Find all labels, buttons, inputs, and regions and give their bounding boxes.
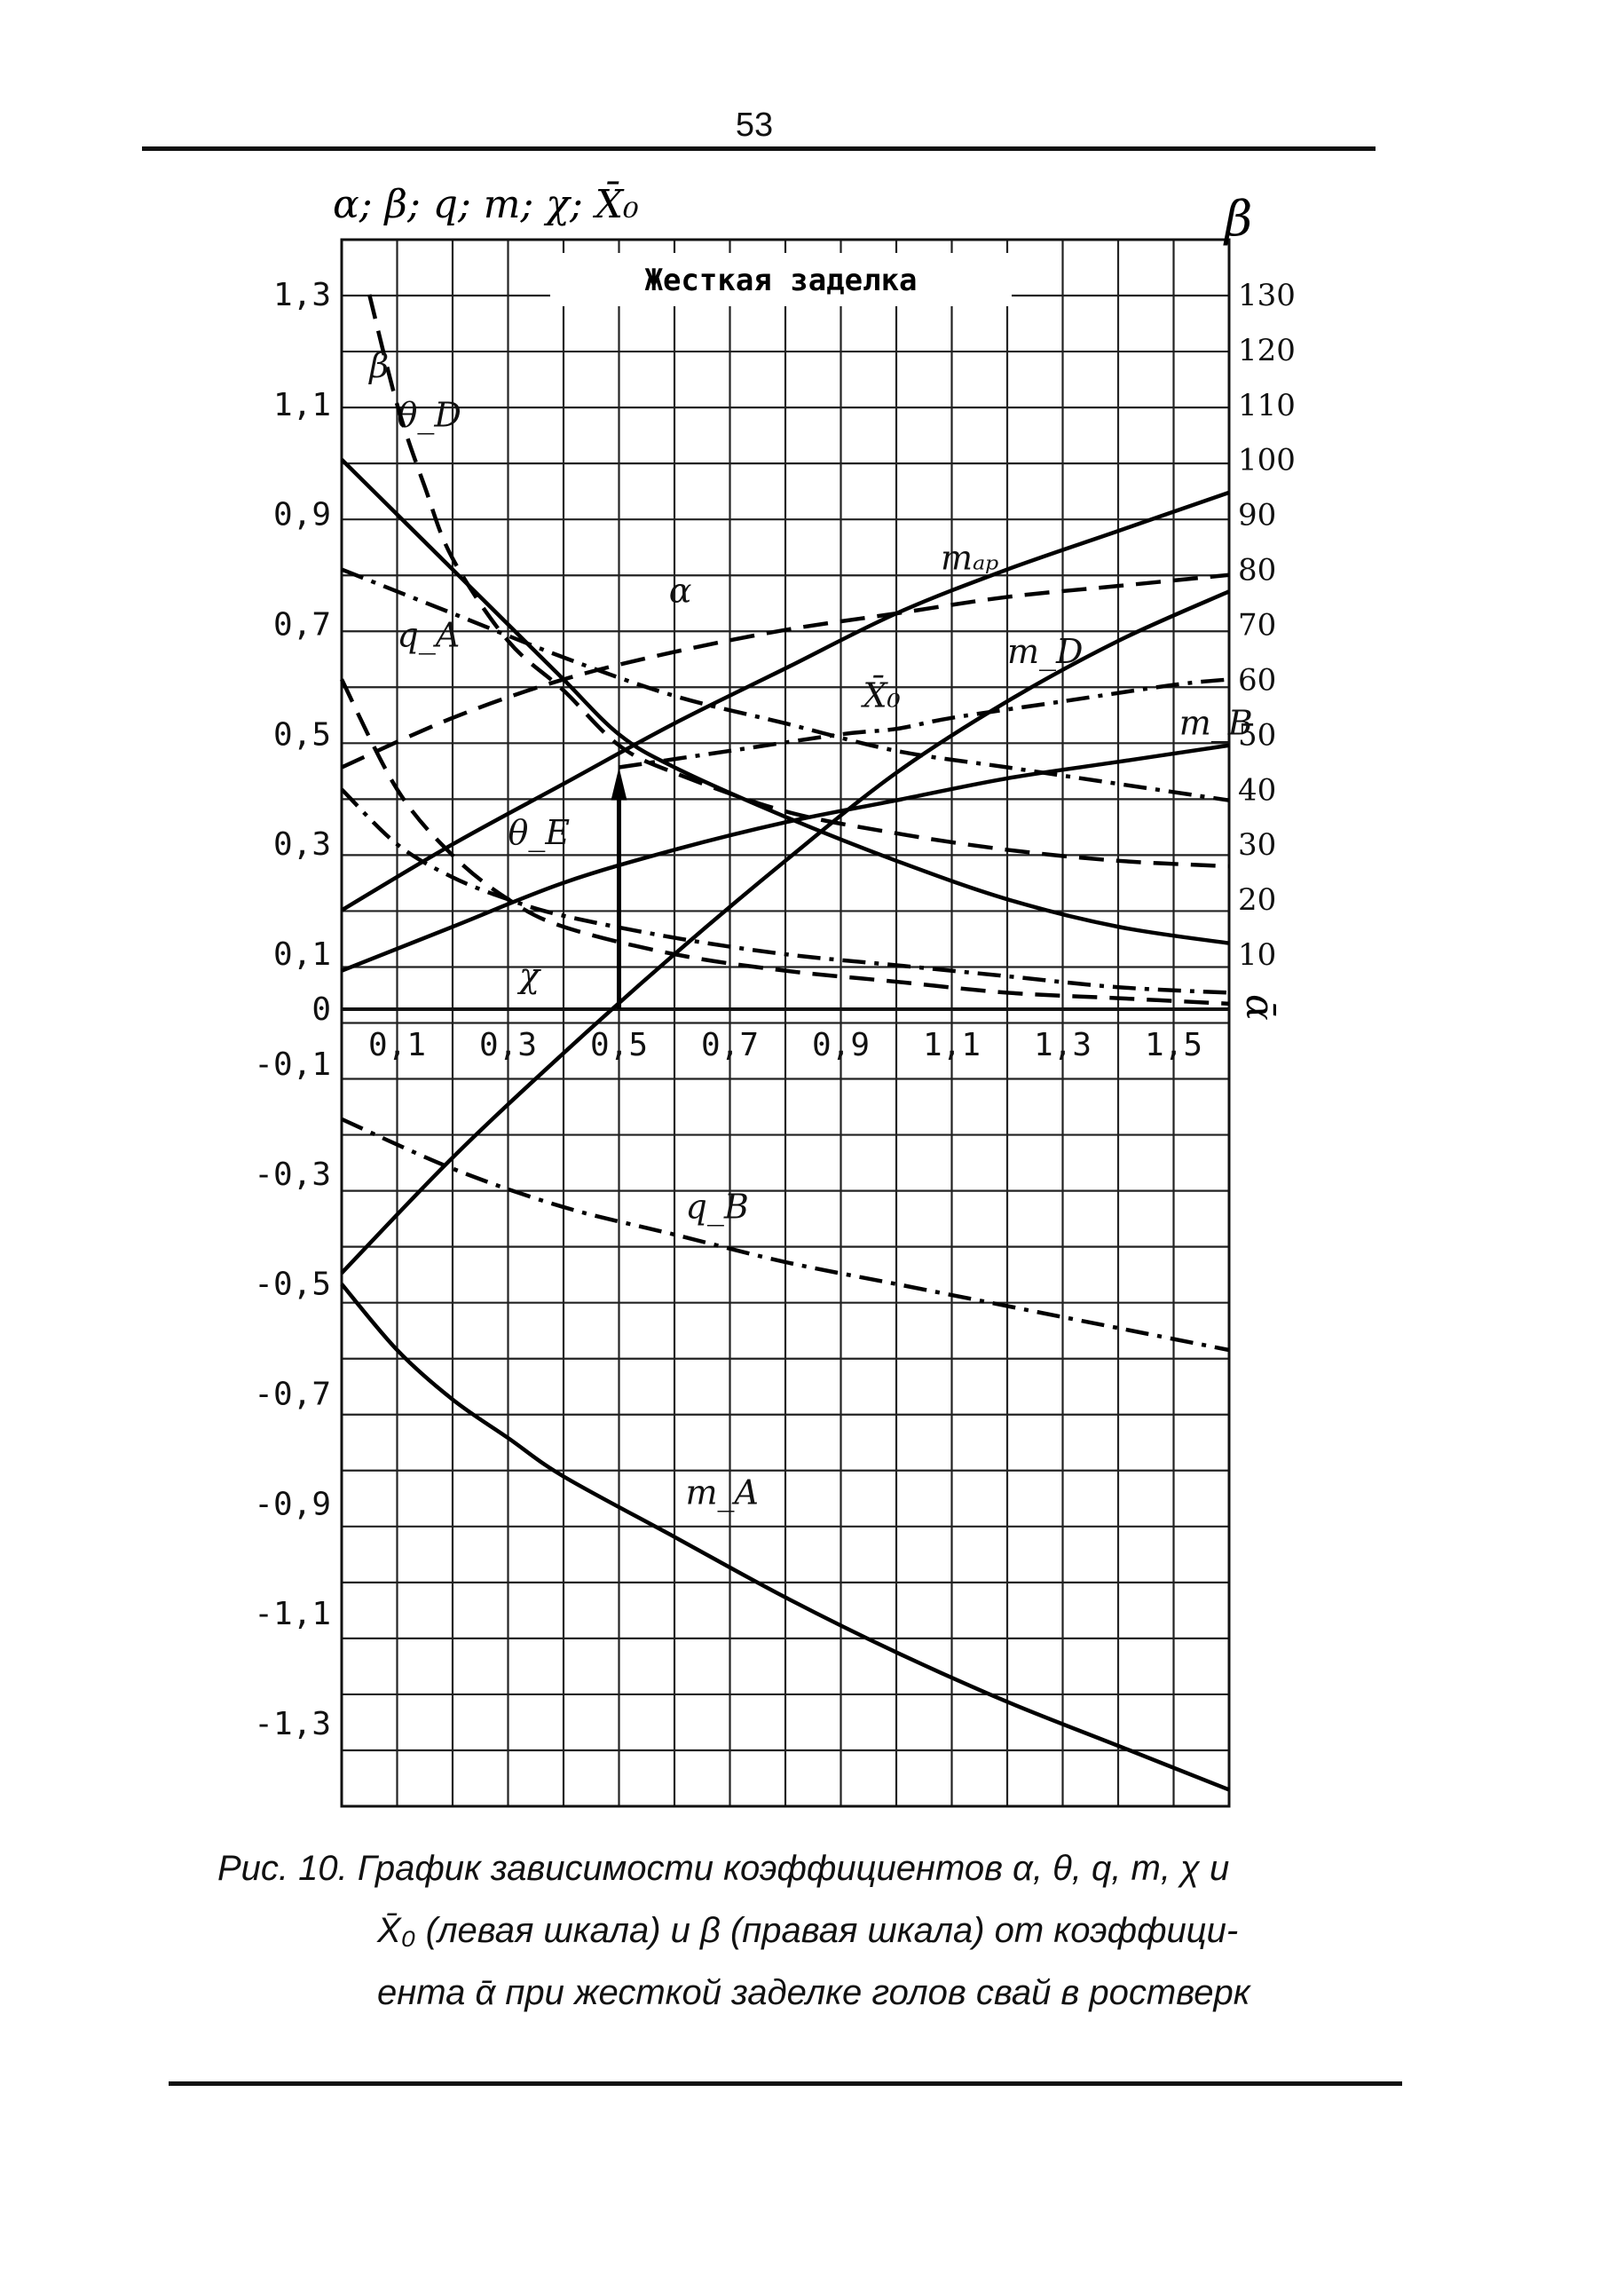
series-label-1: m_D — [1007, 631, 1084, 671]
series-label-8: q_A — [397, 615, 461, 655]
series-label-4: θ_D — [397, 395, 461, 435]
y-tick-label-left: 0,1 — [272, 936, 331, 974]
y-tick-label-left: 0,3 — [272, 826, 331, 864]
y-tick-label-right: 10 — [1238, 937, 1277, 974]
y-tick-label-left: 0,9 — [272, 496, 331, 533]
series-label-2: m_B — [1179, 703, 1253, 743]
y-tick-label-left: 1,1 — [272, 386, 331, 423]
chart-title: Жесткая заделка — [644, 263, 918, 298]
x-tick-label: 0,5 — [589, 1027, 649, 1064]
bottom-rule — [169, 2081, 1402, 2086]
page-number: 53 — [735, 107, 774, 144]
series-label-7: β — [369, 345, 390, 385]
y-tick-label-right: 30 — [1238, 827, 1277, 864]
series-label-6: α — [668, 571, 692, 611]
caption-line-1: Рис. 10. График зависимости коэффициентов α, θ, q, m, χ и — [217, 1849, 1230, 1888]
y-tick-label-left: -1,1 — [254, 1596, 331, 1633]
y-tick-label-left: -0,1 — [254, 1046, 331, 1083]
series-label-0: mₐₚ — [941, 538, 999, 578]
series-label-5: θ_E — [508, 813, 571, 853]
y-tick-label-right: 20 — [1238, 882, 1277, 919]
y-tick-label-left: 0,5 — [272, 716, 331, 754]
y-tick-label-right: 60 — [1238, 662, 1277, 699]
series-label-3: m_A — [685, 1473, 759, 1512]
y-tick-label-left: -0,7 — [254, 1376, 331, 1413]
figure-caption — [217, 1837, 1371, 2024]
marker-arrow-head — [611, 768, 627, 801]
y-tick-label-right: 40 — [1238, 772, 1277, 809]
series-label-11: q_B — [685, 1187, 749, 1227]
y-tick-label-right: 80 — [1238, 552, 1277, 588]
y-tick-label-right: 70 — [1238, 607, 1277, 644]
x-tick-label: 0,7 — [700, 1027, 760, 1064]
caption-line-3: ента ᾱ при жесткой заделке голов свай в ростверк — [377, 1973, 1250, 2012]
chart-grid — [342, 240, 1229, 1806]
y-tick-label-left: 1,3 — [272, 276, 331, 313]
y-tick-label-left: 0 — [311, 991, 331, 1029]
x-tick-label: 1,5 — [1144, 1027, 1203, 1064]
y-tick-label-left: -0,5 — [254, 1266, 331, 1303]
y-tick-label-left: -0,9 — [254, 1486, 331, 1523]
y-tick-label-left: -0,3 — [254, 1156, 331, 1193]
x-tick-label: 0,1 — [367, 1027, 427, 1064]
x-tick-label: 0,9 — [811, 1027, 871, 1064]
y-tick-label-right: 120 — [1238, 332, 1296, 368]
x-tick-label: 0,3 — [478, 1027, 538, 1064]
y-tick-label-right: 100 — [1238, 442, 1296, 478]
y-tick-label-right: 110 — [1238, 387, 1296, 423]
series-label-10: χ — [519, 956, 540, 996]
y-tick-label-right: 90 — [1238, 497, 1277, 533]
x-tick-label: 1,1 — [922, 1027, 981, 1064]
y-tick-label-right: 130 — [1238, 277, 1296, 313]
y-tick-label-left: 0,7 — [272, 606, 331, 644]
y-tick-label-right: 50 — [1238, 717, 1277, 754]
series-label-9: X̄₀ — [863, 675, 901, 715]
left-axis-label: α; β; q; m; χ; X̄₀ — [333, 182, 639, 227]
x-axis-label: ᾱ — [1237, 994, 1282, 1021]
right-axis-label: β — [1225, 191, 1253, 247]
y-tick-label-left: -1,3 — [254, 1706, 331, 1743]
x-tick-label: 1,3 — [1033, 1027, 1092, 1064]
caption-line-2: X̄₀ (левая шкала) и β (правая шкала) от коэффици- — [377, 1911, 1239, 1950]
